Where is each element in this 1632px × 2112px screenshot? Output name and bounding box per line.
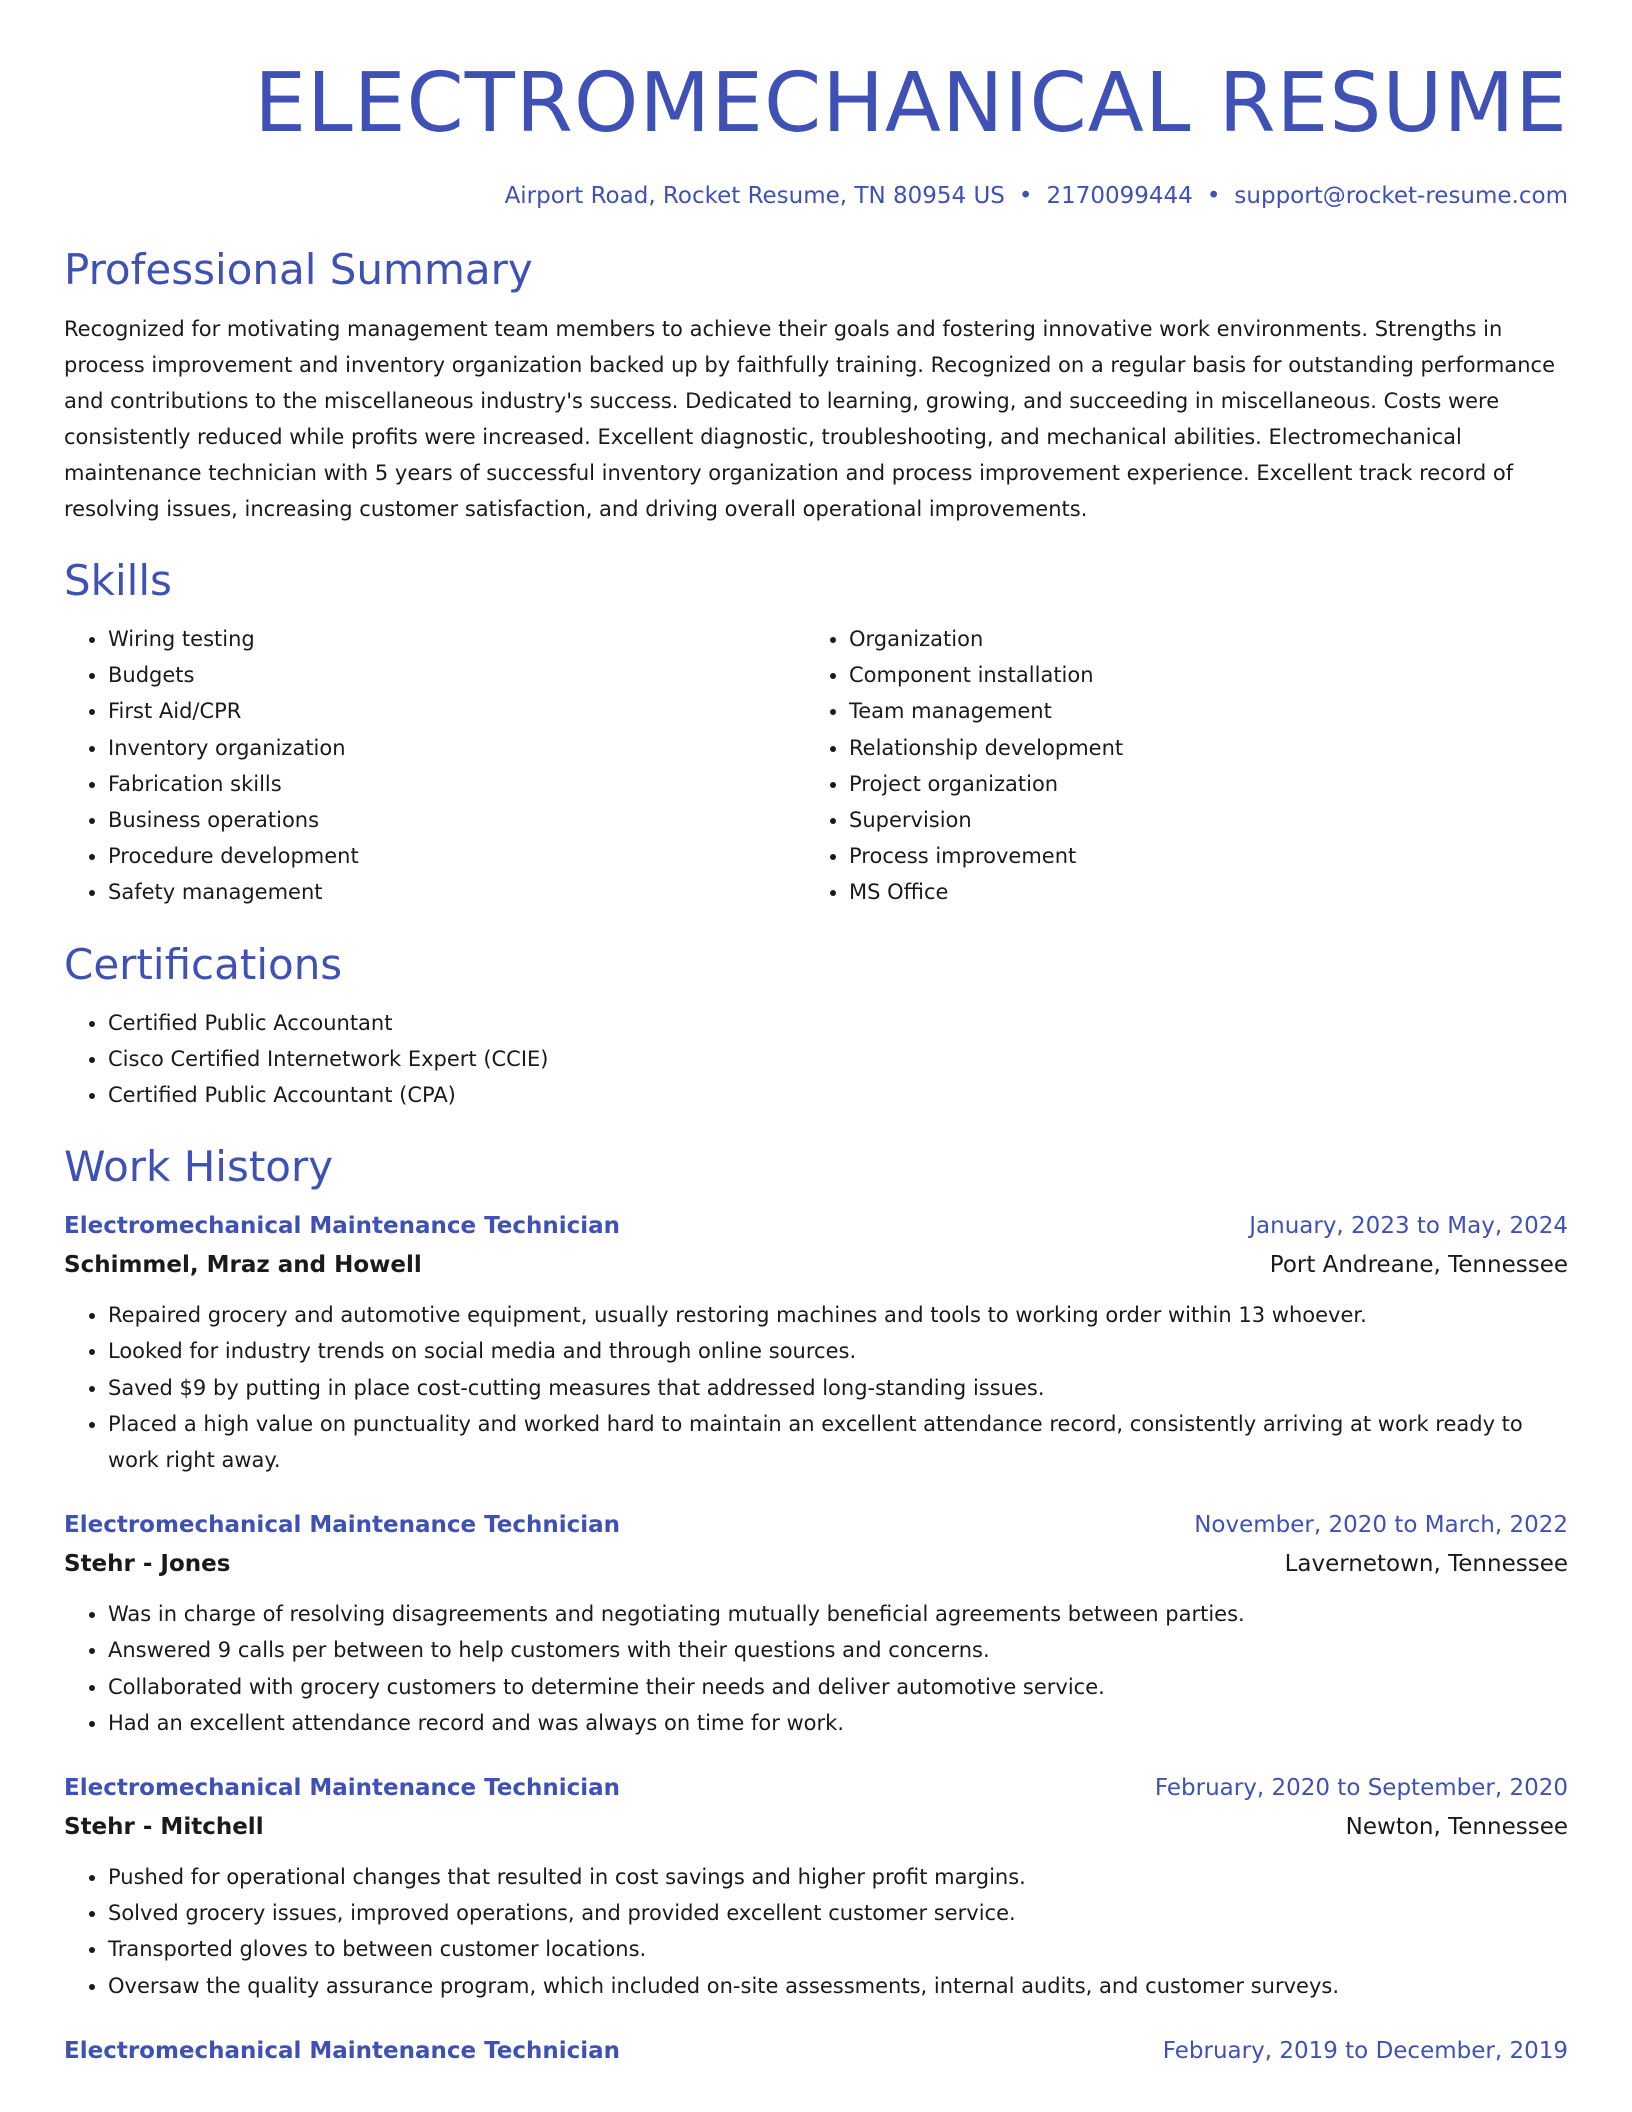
job-dates: January, 2023 to May, 2024	[1249, 1213, 1568, 1240]
work-history-section	[64, 1139, 1568, 2070]
job-company: Schimmel, Mraz and Howell	[64, 1252, 422, 1279]
contact-line	[64, 180, 1568, 212]
job-company: Stehr - Mitchell	[64, 1814, 264, 1841]
skill-item: • Business operations	[108, 802, 805, 838]
job-entry	[64, 1506, 1568, 1741]
job-dates: February, 2019 to December, 2019	[1162, 2037, 1568, 2064]
job-bullet: • Oversaw the quality assurance program, which included on-site assessments, internal audits, and customer surveys.	[108, 1968, 1568, 2004]
skills-left-list	[64, 621, 805, 911]
job-location: Newton, Tennessee	[1345, 1814, 1568, 1841]
skill-item: • Project organization	[849, 766, 1546, 802]
certifications-heading: Certifications	[64, 939, 343, 989]
certifications-section	[64, 937, 1568, 1114]
skill-item: • Supervision	[849, 802, 1546, 838]
job-title: Electromechanical Maintenance Technician	[64, 1512, 621, 1539]
certification-item: • Certified Public Accountant (CPA)	[108, 1077, 1568, 1113]
job-bullets	[64, 1859, 1568, 2004]
skill-item: • Safety management	[108, 874, 805, 910]
job-company-row	[64, 1807, 1568, 1847]
skills-section	[64, 553, 1568, 911]
contact-address: Airport Road, Rocket Resume, TN 80954 US	[504, 183, 1005, 209]
job-bullet: • Solved grocery issues, improved operations, and provided excellent customer service.	[108, 1895, 1568, 1931]
job-location: Port Andreane, Tennessee	[1269, 1252, 1568, 1279]
job-company: Stehr - Jones	[64, 1551, 231, 1578]
certification-item: • Certified Public Accountant	[108, 1005, 1568, 1041]
job-title-row	[64, 1207, 1568, 1245]
summary-section	[64, 242, 1568, 527]
contact-phone: 2170099444	[1046, 183, 1193, 209]
job-company-row	[64, 1245, 1568, 1285]
skill-item: • Fabrication skills	[108, 766, 805, 802]
skill-item: • Team management	[849, 693, 1546, 729]
skill-item: • MS Office	[849, 874, 1546, 910]
skill-item: • Budgets	[108, 657, 805, 693]
skills-grid	[64, 621, 1568, 911]
job-title-row	[64, 1506, 1568, 1544]
job-title-row	[64, 1769, 1568, 1807]
resume-page	[64, 0, 1568, 2070]
job-bullet: • Answered 9 calls per between to help customers with their questions and concerns.	[108, 1632, 1568, 1668]
resume-name: ELECTROMECHANICAL RESUME	[254, 56, 1568, 151]
skill-item: • First Aid/CPR	[108, 693, 805, 729]
skill-item: • Process improvement	[849, 838, 1546, 874]
contact-separator: •	[1206, 183, 1221, 209]
job-entry	[64, 1207, 1568, 1478]
skill-item: • Wiring testing	[108, 621, 805, 657]
job-title: Electromechanical Maintenance Technician	[64, 1213, 621, 1240]
contact-email: support@rocket-resume.com	[1234, 183, 1568, 209]
summary-text: Recognized for motivating management team members to achieve their goals and fostering innovative work environments. Strengths in process improvement and inventory organization backed up by faithfully training. Recognized on a regular basis for outstanding performance and contributions to the miscellaneous industry's success. Dedicated to learning, growing, and succeeding in miscellaneous. Costs were consistently reduced while profits were increased. Excellent diagnostic, troubleshooting, and mechanical abilities. Electromechanical maintenance technician with 5 years of successful inventory organization and process improvement experience. Excellent track record of resolving issues, increasing customer satisfaction, and driving overall operational improvements.	[64, 317, 1556, 521]
skills-right-list	[805, 621, 1546, 911]
skill-item: • Component installation	[849, 657, 1546, 693]
skill-item: • Relationship development	[849, 730, 1546, 766]
skill-item: • Organization	[849, 621, 1546, 657]
job-title: Electromechanical Maintenance Technician	[64, 2037, 621, 2064]
job-bullet: • Had an excellent attendance record and was always on time for work.	[108, 1705, 1568, 1741]
job-title-row	[64, 2032, 1568, 2070]
contact-separator: •	[1018, 183, 1033, 209]
skill-item: • Inventory organization	[108, 730, 805, 766]
resume-header	[64, 0, 1568, 212]
job-dates: February, 2020 to September, 2020	[1154, 1775, 1568, 1802]
job-dates: November, 2020 to March, 2022	[1194, 1512, 1568, 1539]
job-bullets	[64, 1297, 1568, 1478]
skills-heading: Skills	[64, 556, 172, 605]
job-bullet: • Placed a high value on punctuality and worked hard to maintain an excellent attendance record, consistently arriving at work ready to work right away.	[108, 1406, 1568, 1478]
job-bullet: • Repaired grocery and automotive equipment, usually restoring machines and tools to working order within 13 whoever.	[108, 1297, 1568, 1333]
job-location: Lavernetown, Tennessee	[1284, 1551, 1568, 1578]
certification-item: • Cisco Certified Internetwork Expert (CCIE)	[108, 1041, 1568, 1077]
work-list	[64, 1207, 1568, 2070]
certifications-list	[64, 1005, 1568, 1114]
job-bullet: • Saved $9 by putting in place cost-cutting measures that addressed long-standing issues.	[108, 1370, 1568, 1406]
job-entry	[64, 1769, 1568, 2004]
work-history-heading: Work History	[64, 1142, 334, 1192]
job-bullet: • Looked for industry trends on social media and through online sources.	[108, 1333, 1568, 1369]
job-bullet: • Transported gloves to between customer locations.	[108, 1931, 1568, 1967]
job-entry	[64, 2032, 1568, 2070]
job-bullet: • Collaborated with grocery customers to determine their needs and deliver automotive service.	[108, 1669, 1568, 1705]
skill-item: • Procedure development	[108, 838, 805, 874]
job-bullet: • Pushed for operational changes that resulted in cost savings and higher profit margins.	[108, 1859, 1568, 1895]
job-bullet: • Was in charge of resolving disagreements and negotiating mutually beneficial agreements between parties.	[108, 1596, 1568, 1632]
job-bullets	[64, 1596, 1568, 1741]
job-company-row	[64, 1544, 1568, 1584]
job-title: Electromechanical Maintenance Technician	[64, 1775, 621, 1802]
summary-heading: Professional Summary	[64, 245, 533, 294]
